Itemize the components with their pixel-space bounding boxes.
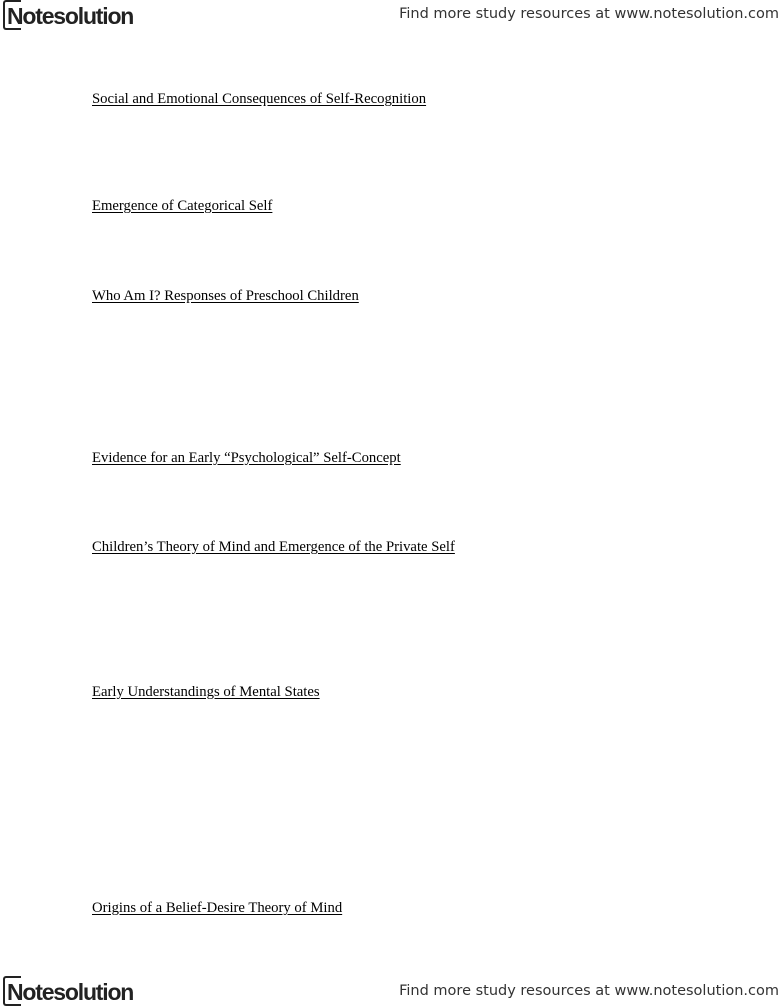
notesolution-logo-footer[interactable] — [4, 977, 133, 1007]
logo-text: Notesolution — [7, 978, 134, 1005]
section-heading: Children’s Theory of Mind and Emergence of the Private Self — [92, 539, 455, 555]
section-heading: Evidence for an Early “Psychological” Self-Concept — [92, 450, 401, 466]
section-heading: Social and Emotional Consequences of Self-Recognition — [92, 91, 427, 107]
section-heading: Emergence of Categorical Self — [92, 198, 273, 214]
study-resources-link-footer[interactable]: Find more study resources at www.notesolution.com — [399, 983, 779, 999]
section-heading: Early Understandings of Mental States — [92, 684, 320, 700]
notesolution-logo[interactable] — [4, 1, 133, 31]
study-resources-link[interactable]: Find more study resources at www.notesolution.com — [399, 6, 779, 22]
logo-mark — [4, 2, 134, 29]
section-heading: Who Am I? Responses of Preschool Children — [92, 288, 359, 304]
section-heading: Origins of a Belief-Desire Theory of Mind — [92, 900, 343, 916]
logo-mark — [4, 978, 134, 1005]
logo-text: Notesolution — [7, 2, 134, 29]
